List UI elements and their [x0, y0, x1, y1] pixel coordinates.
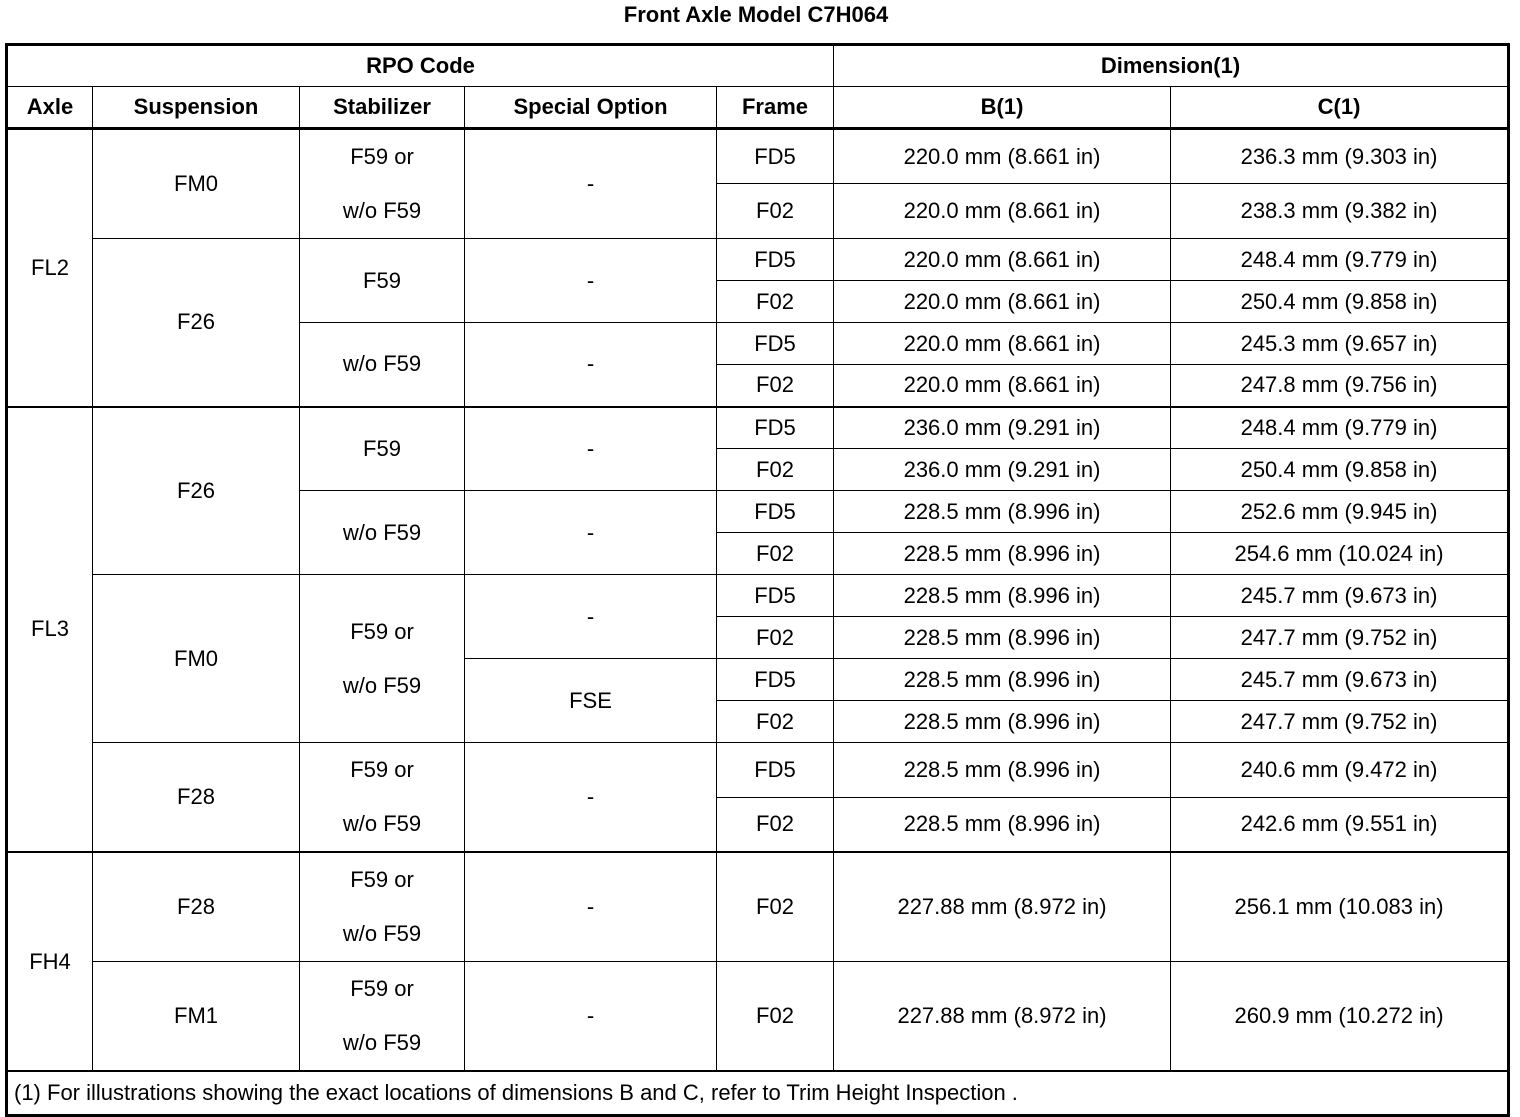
- table-row: [7, 852, 1509, 962]
- frame-cell: F02: [717, 852, 834, 962]
- stabilizer-line: w/o F59: [342, 198, 422, 223]
- dimension-c-cell: 250.4 mm (9.858 in): [1171, 281, 1509, 323]
- stabilizer-line: F59 or: [350, 976, 414, 1001]
- dimension-b-cell: 228.5 mm (8.996 in): [834, 491, 1171, 533]
- header-rpo-code: RPO Code: [7, 45, 834, 87]
- stabilizer-cell: [300, 743, 465, 853]
- dimension-b-cell: 228.5 mm (8.996 in): [834, 659, 1171, 701]
- frame-cell: FD5: [717, 129, 834, 184]
- front-axle-spec-table: [5, 43, 1510, 1117]
- frame-cell: FD5: [717, 323, 834, 365]
- stabilizer-line: w/o F59: [342, 811, 422, 836]
- dimension-c-cell: 238.3 mm (9.382 in): [1171, 184, 1509, 239]
- dimension-b-cell: 227.88 mm (8.972 in): [834, 852, 1171, 962]
- frame-cell: F02: [717, 962, 834, 1072]
- stabilizer-cell: [300, 575, 465, 743]
- special-option-cell: -: [465, 323, 717, 407]
- dimension-c-cell: 248.4 mm (9.779 in): [1171, 239, 1509, 281]
- frame-cell: FD5: [717, 407, 834, 449]
- suspension-cell: FM0: [93, 575, 300, 743]
- axle-cell: FH4: [7, 852, 93, 1071]
- stabilizer-cell: [300, 129, 465, 239]
- table-row: [7, 239, 1509, 281]
- special-option-cell: -: [465, 407, 717, 491]
- dimension-b-cell: 228.5 mm (8.996 in): [834, 701, 1171, 743]
- stabilizer-line: F59 or: [350, 867, 414, 892]
- dimension-c-cell: 256.1 mm (10.083 in): [1171, 852, 1509, 962]
- header-axle: Axle: [7, 87, 93, 129]
- dimension-b-cell: 220.0 mm (8.661 in): [834, 323, 1171, 365]
- dimension-c-cell: 247.7 mm (9.752 in): [1171, 617, 1509, 659]
- stabilizer-cell: [300, 852, 465, 962]
- special-option-cell: -: [465, 962, 717, 1072]
- dimension-b-cell: 228.5 mm (8.996 in): [834, 575, 1171, 617]
- header-suspension: Suspension: [93, 87, 300, 129]
- page-title: Front Axle Model C7H064: [623, 2, 889, 27]
- special-option-cell: FSE: [465, 659, 717, 743]
- header-dimension-c: C(1): [1171, 87, 1509, 129]
- dimension-b-cell: 228.5 mm (8.996 in): [834, 617, 1171, 659]
- special-option-cell: -: [465, 129, 717, 239]
- frame-cell: FD5: [717, 491, 834, 533]
- frame-cell: FD5: [717, 743, 834, 798]
- table-row: [7, 129, 1509, 184]
- stabilizer-cell: F59: [300, 407, 465, 491]
- dimension-c-cell: 240.6 mm (9.472 in): [1171, 743, 1509, 798]
- dimension-c-cell: 254.6 mm (10.024 in): [1171, 533, 1509, 575]
- suspension-cell: F28: [93, 743, 300, 853]
- frame-cell: F02: [717, 281, 834, 323]
- dimension-b-cell: 220.0 mm (8.661 in): [834, 365, 1171, 407]
- dimension-b-cell: 220.0 mm (8.661 in): [834, 129, 1171, 184]
- stabilizer-cell: [300, 962, 465, 1072]
- special-option-cell: -: [465, 743, 717, 853]
- dimension-c-cell: 252.6 mm (9.945 in): [1171, 491, 1509, 533]
- dimension-c-cell: 260.9 mm (10.272 in): [1171, 962, 1509, 1072]
- dimension-b-cell: 228.5 mm (8.996 in): [834, 797, 1171, 852]
- frame-cell: F02: [717, 449, 834, 491]
- dimension-b-cell: 236.0 mm (9.291 in): [834, 407, 1171, 449]
- stabilizer-line: w/o F59: [342, 921, 422, 946]
- frame-cell: F02: [717, 533, 834, 575]
- dimension-c-cell: 245.7 mm (9.673 in): [1171, 659, 1509, 701]
- stabilizer-line: w/o F59: [342, 1030, 422, 1055]
- stabilizer-line: F59 or: [350, 144, 414, 169]
- stabilizer-cell: w/o F59: [300, 491, 465, 575]
- stabilizer-cell: w/o F59: [300, 323, 465, 407]
- dimension-c-cell: 250.4 mm (9.858 in): [1171, 449, 1509, 491]
- footnote: (1) For illustrations showing the exact locations of dimensions B and C, refer to Trim Height Inspection .: [7, 1071, 1509, 1115]
- frame-cell: FD5: [717, 659, 834, 701]
- dimension-b-cell: 220.0 mm (8.661 in): [834, 281, 1171, 323]
- table-row: [7, 743, 1509, 798]
- header-stabilizer: Stabilizer: [300, 87, 465, 129]
- suspension-cell: FM1: [93, 962, 300, 1072]
- dimension-c-cell: 236.3 mm (9.303 in): [1171, 129, 1509, 184]
- header-dimension-b: B(1): [834, 87, 1171, 129]
- frame-cell: FD5: [717, 239, 834, 281]
- dimension-c-cell: 248.4 mm (9.779 in): [1171, 407, 1509, 449]
- axle-cell: FL2: [7, 129, 93, 407]
- dimension-c-cell: 245.7 mm (9.673 in): [1171, 575, 1509, 617]
- dimension-c-cell: 247.8 mm (9.756 in): [1171, 365, 1509, 407]
- dimension-b-cell: 220.0 mm (8.661 in): [834, 184, 1171, 239]
- dimension-b-cell: 220.0 mm (8.661 in): [834, 239, 1171, 281]
- dimension-b-cell: 228.5 mm (8.996 in): [834, 533, 1171, 575]
- dimension-c-cell: 245.3 mm (9.657 in): [1171, 323, 1509, 365]
- dimension-b-cell: 228.5 mm (8.996 in): [834, 743, 1171, 798]
- frame-cell: F02: [717, 184, 834, 239]
- stabilizer-line: F59 or: [350, 618, 414, 644]
- special-option-cell: -: [465, 239, 717, 323]
- table-row: [7, 962, 1509, 1072]
- stabilizer-line: w/o F59: [342, 672, 422, 698]
- frame-cell: F02: [717, 617, 834, 659]
- table-row: [7, 575, 1509, 617]
- header-special-option: Special Option: [465, 87, 717, 129]
- suspension-cell: FM0: [93, 129, 300, 239]
- header-dimension: Dimension(1): [834, 45, 1509, 87]
- frame-cell: F02: [717, 365, 834, 407]
- suspension-cell: F28: [93, 852, 300, 962]
- special-option-cell: -: [465, 575, 717, 659]
- stabilizer-line: F59 or: [350, 757, 414, 782]
- dimension-c-cell: 247.7 mm (9.752 in): [1171, 701, 1509, 743]
- frame-cell: F02: [717, 797, 834, 852]
- header-frame: Frame: [717, 87, 834, 129]
- stabilizer-cell: F59: [300, 239, 465, 323]
- table-row: [7, 407, 1509, 449]
- suspension-cell: F26: [93, 239, 300, 407]
- suspension-cell: F26: [93, 407, 300, 575]
- special-option-cell: -: [465, 852, 717, 962]
- dimension-c-cell: 242.6 mm (9.551 in): [1171, 797, 1509, 852]
- dimension-b-cell: 227.88 mm (8.972 in): [834, 962, 1171, 1072]
- dimension-b-cell: 236.0 mm (9.291 in): [834, 449, 1171, 491]
- frame-cell: F02: [717, 701, 834, 743]
- axle-cell: FL3: [7, 407, 93, 853]
- special-option-cell: -: [465, 491, 717, 575]
- frame-cell: FD5: [717, 575, 834, 617]
